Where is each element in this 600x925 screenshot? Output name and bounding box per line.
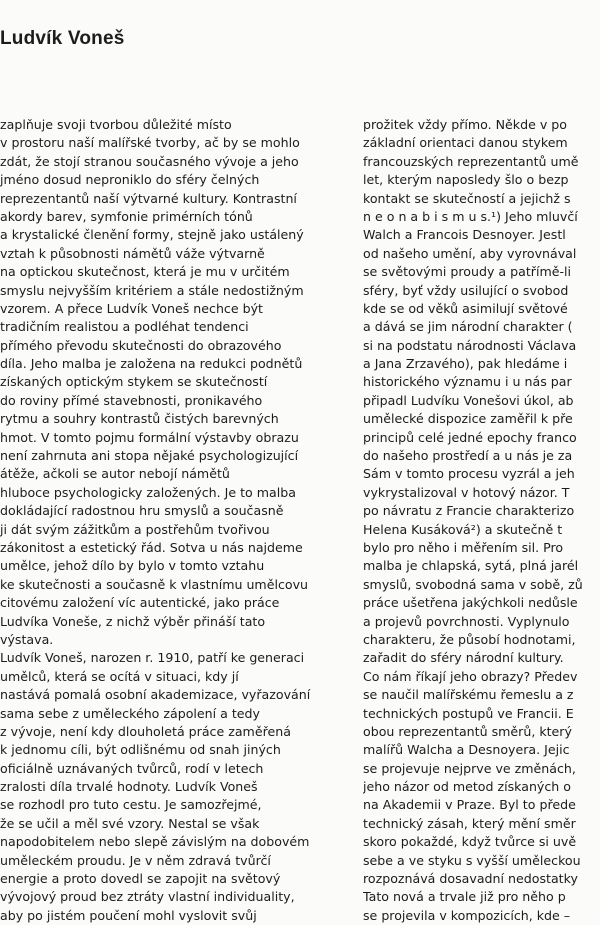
text-line: Ludvíka Voneše, z nichž výběr přináší tato (0, 613, 266, 629)
text-line: vývojový proud bez ztráty vlastní individuality, (0, 889, 295, 905)
text-line: zařadit do sféry národní kultury. (363, 650, 564, 666)
text-line: k jednomu cíli, být odlišnému od snah jiných (0, 742, 281, 758)
text-line: obou reprezentantů směrů, který (363, 723, 572, 739)
text-line: Sám v tomto procesu vyzrál a jeh (363, 466, 575, 482)
text-line: nastává pomalá osobní akademizace, vyřazování (0, 687, 311, 703)
text-line: kontakt se skutečností a jejichž s (363, 190, 571, 206)
right-column (363, 116, 600, 925)
text-line: sebe a ve styku s vyšší uměleckou (363, 852, 581, 868)
text-line: Helena Kusáková²) a skutečně t (363, 521, 563, 537)
text-line: si na podstatu národnosti Václava (363, 337, 577, 353)
text-line: rozpoznává dosavadní nedostatky (363, 871, 578, 887)
text-line: na optickou skutečnost, která je mu v určitém (0, 264, 290, 280)
text-line: Walch a Francois Desnoyer. Jestl (363, 227, 566, 243)
text-line: hmot. V tomto pojmu formální výstavby obrazu (0, 429, 299, 445)
text-line: smyslu nejvyšším kritériem a stále nedostižným (0, 282, 304, 298)
text-line: principů celé jedné epochy franco (363, 429, 577, 445)
text-line: skoro pokaždé, když tvůrce si uvě (363, 834, 577, 850)
text-line: po návratu z Francie charakterizo (363, 503, 575, 519)
text-line: umělce, jehož dílo by bylo v tomto vztahu (0, 558, 265, 574)
text-line: zralosti díla trvalé hodnoty. Ludvík Voneš (0, 779, 258, 795)
text-line: ji dát svým zážitkům a postřehům tvořivou (0, 521, 270, 537)
text-line: technických postupů ve Francii. E (363, 705, 574, 721)
text-line: historického významu i u nás par (363, 374, 572, 390)
text-line: že se učil a měl své vzory. Nestal se však (0, 815, 260, 831)
text-line: získaných optickým stykem se skutečností (0, 374, 268, 390)
text-line: výstava. (0, 631, 54, 647)
text-line: Tato nová a trvale již pro něho p (363, 889, 566, 905)
text-line: do roviny přímé stavebnosti, pronikavého (0, 392, 263, 408)
text-line: átěže, ačkoli se autor nebojí námětů (0, 466, 230, 482)
text-line: kde se od věků asimilují světové (363, 300, 568, 316)
text-line: zdát, že stojí stranou současného vývoje a jeho (0, 153, 299, 169)
text-line: a dává se jim národní charakter ( (363, 319, 573, 335)
text-line: tradičním realistou a podléhat tendenci (0, 319, 249, 335)
text-line: v prostoru naší malířské tvorby, ač by se mohlo (0, 135, 300, 151)
text-line: základní orientaci danou stykem (363, 135, 568, 151)
text-line: dokládající radostnou hru smyslů a současně (0, 503, 284, 519)
text-line: vztah k působnosti námětů váže výtvarně (0, 245, 265, 261)
text-line: zákonitost a estetický řád. Sotva u nás najdeme (0, 539, 303, 555)
text-line: Ludvík Voneš, narozen r. 1910, patří ke generaci (0, 650, 305, 666)
text-line: ke skutečnosti a současně k vlastnímu umělcovu (0, 576, 309, 592)
text-line: napodobitelem nebo slepě závislým na dobovém (0, 834, 310, 850)
text-line: připadl Ludvíku Vonešovi úkol, ab (363, 392, 574, 408)
text-line: technický zásah, který mění směr (363, 815, 576, 831)
text-line: sama sebe z uměleckého zápolení a tedy (0, 705, 260, 721)
text-line: charakteru, že působí hodnotami, (363, 631, 576, 647)
text-line: zaplňuje svoji tvorbou důležité místo (0, 117, 232, 132)
text-line: akordy barev, symfonie primérních tónů (0, 208, 253, 224)
text-line: jméno dosud neproniklo do sféry čelných (0, 172, 260, 188)
text-line: vzorem. A přece Ludvík Voneš nechce být (0, 300, 263, 316)
text-line: se rozhodl pro tuto cestu. Je samozřejmé, (0, 797, 262, 813)
text-line: malířů Walcha a Desnoyera. Jejic (363, 742, 570, 758)
text-line: do našeho prostředí a u nás je za (363, 448, 573, 464)
text-line: oficiálně uznávaných tvůrců, rodí v letech (0, 760, 264, 776)
text-line: francouzských reprezentantů umě (363, 153, 579, 169)
text-line: od našeho umění, aby vyrovnával (363, 245, 577, 261)
text-line: není zahrnuta ani stopa nějaké psychologizující (0, 448, 299, 464)
text-line: rytmu a souhry kontrastů čistých barevných (0, 411, 279, 427)
text-line: na Akademii v Praze. Byl to přede (363, 797, 576, 813)
text-line: energie a proto dovedl se zapojit na světový (0, 871, 281, 887)
text-line: umělecké dispozice zaměřil k pře (363, 411, 573, 427)
text-line: a Jana Zrzavého), pak hledáme i (363, 356, 568, 372)
text-line: aby po jistém poučení mohl vyslovit svůj (0, 907, 257, 923)
text-line: smyslů, svobodná sama v sobě, zů (363, 576, 583, 592)
text-line: z vývoje, není kdy dlouholetá práce zaměřená (0, 723, 291, 739)
left-column (0, 116, 356, 925)
text-line: hluboce psychologicky založených. Je to malba (0, 484, 296, 500)
text-line: let, kterým naposledy šlo o bezp (363, 172, 569, 188)
text-line: a projevů povrchnosti. Vyplynulo (363, 613, 570, 629)
text-line: a krystalické členění formy, stejně jako ustálený (0, 227, 304, 243)
text-line: uměleckém proudu. Je v něm zdravá tvůrčí (0, 852, 271, 868)
text-line: reprezentantů naší výtvarné kultury. Kontrastní (0, 190, 297, 206)
text-line: jeho názor od metod získaných o (363, 779, 571, 795)
text-line: díla. Jeho malba je založena na redukci podnětů (0, 356, 303, 372)
page-title: Ludvík Voneš (0, 28, 125, 49)
text-line: umělců, která se ocítá v situaci, kdy jí (0, 668, 239, 684)
text-line: bylo pro něho i měřením sil. Pro (363, 539, 564, 555)
text-line: vykrystalizoval v hotový názor. T (363, 484, 570, 500)
text-line: Co nám říkají jeho obrazy? Předev (363, 668, 578, 684)
text-line: se projevuje nejprve ve změnách, (363, 760, 576, 776)
text-line: přímého převodu skutečnosti do obrazového (0, 337, 282, 353)
text-line: se světovými proudy a patřímě-li (363, 264, 572, 280)
text-line: malba je chlapská, sytá, plná jarél (363, 558, 579, 574)
text-line: n e o n a b i s m u s.¹) Jeho mluvčí (363, 208, 578, 224)
text-line: sféry, byť vždy usilující o svobod (363, 282, 569, 298)
text-line: práce ušetřena jakýchkoli nedůsle (363, 595, 578, 611)
text-line: se projevila v kompozicích, kde – (363, 907, 571, 923)
text-line: prožitek vždy přímo. Někde v po (363, 117, 567, 132)
text-line: citovému založení víc autentické, jako práce (0, 595, 280, 611)
text-line: se naučil malířskému řemeslu a z (363, 687, 574, 703)
